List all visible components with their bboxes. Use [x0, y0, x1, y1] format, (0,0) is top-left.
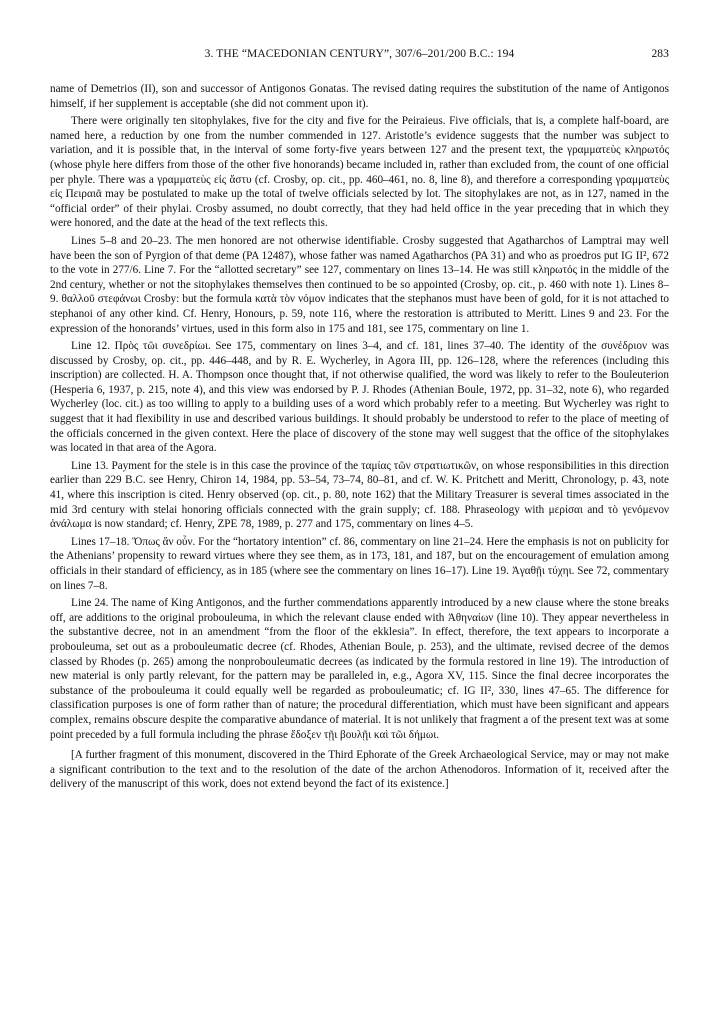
- paragraph-lines-5-8: Lines 5–8 and 20–23. The men honored are not otherwise identifiable. Crosby suggested that Agatharchos of Lamptrai may well have been the son of Pyrgion of that deme (PA 12487), whose father was named Agatharchos (PA 31) and who as proedros put IG II², 672 to the vote in 277/6. Line 7. For the “allotted secretary” see 127, commentary on lines 13–14. He was still κληρωτός in the middle of the 2nd century, whether or not the sitophylakes themselves then continued to be so appointed (Crosby, op. cit., p. 460 with note 1). Lines 8–9. θαλλοῦ στεφάνωι Crosby: but the formula κατὰ τὸν νόμον indicates that the stephanos must have been of gold, for it is not attached to stephanoi of any other kind. Cf. Henry, Honours, p. 59, note 116, where the restoration is attributed to Meritt. Lines 9 and 23. For the expression of the honorands’ virtues, used in this form also in 175 and 181, see 175, commentary on line 1.: [50, 234, 669, 335]
- running-head: [50, 48, 669, 66]
- paragraph-line-12: Line 12. Πρὸς τῶι συνεδρίωι. See 175, commentary on lines 3–4, and cf. 181, lines 37–40. The identity of the συνέδριον was discussed by Crosby, op. cit., pp. 446–448, and by R. E. Wycherley, in Agora III, pp. 126–128, where the references (including this inscription) are collected. H. A. Thompson once thought that, if not otherwise qualified, the word was likely to refer to the Bouleuterion (Hesperia 6, 1937, p. 215, note 4), and this view was endorsed by P. J. Rhodes (Athenian Boule, 1972, pp. 31–32, note 6), who regarded Wycherley (loc. cit.) as too willing to apply to a building uses of a word which probably refer to a meeting. But Wycherley was right to suggest that it had flexibility in use and described various buildings. It should probably be understood to refer to the place of meeting of the officials concerned in the given context. Here the place of discovery of the stone may well suggest that the office of the sitophylakes was located in that area of the Agora.: [50, 340, 669, 455]
- paragraph-lines-17-18: Lines 17–18. Ὅπως ἂν οὖν. For the “hortatory intention” cf. 86, commentary on line 21–24. Here the emphasis is not on publicity for the Athenians’ propensity to reward virtues where they see them, as in 173, 181, and 187, but on the encouragement of emulation among officials in their standard of efficiency, as in 185 (where see the commentary on lines 16–17). Line 19. Ἀγαθῇι τύχηι. See 72, commentary on lines 7–8.: [50, 535, 669, 592]
- page: [50, 48, 669, 795]
- paragraph-sitophylakes: There were originally ten sitophylakes, five for the city and five for the Peiraieus. Five officials, that is, a complete half-board, are named here, a reduction by one from the number commended in 127. Aristotle’s evidence suggests that the number was subject to variation, and it is possible that, in the interval of some forty-five years between 127 and the present text, the γραμματεὺς κληρωτός (whose phyle here differs from those of the other five honorands) became included in, rather than excluded from, the count of one official per phyle. There was a γραμματεὺς εἰς ἄστυ (cf. Crosby, op. cit., pp. 460–461, no. 8, line 8), and therefore a corresponding γραμματεὺς εἰς Πειραιᾶ may be postulated to make up the total of twelve officials selected by lot. The sitophylakes are not, as in 127, named in the “official order” of their phylai. Crosby assumed, no doubt correctly, that they had held office in the year preceding that in which they were honored, and the date at the head of the text reflects this.: [50, 115, 669, 230]
- paragraph-line-24: Line 24. The name of King Antigonos, and the further commendations apparently introduced by a new clause where the stone breaks off, are additions to the original probouleuma, in which the relevant clause ended with Ἀθηναίων (line 10). They appear nevertheless in the substantive decree, not in an amendment “from the floor of the ekklesia”. In effect, therefore, the text appears to incorporate a probouleuma, set out as a probouleumatic decree (cf. Rhodes, Athenian Boule, p. 253), and the ultimate, revised decree of the demos classed by Rhodes (p. 265) among the nonprobouleumatic decrees (as indicated by the formula restored in line 19). The introduction of new material is only partly relevant, for the pattern may be paralleled in, e.g., Agora XV, 115. Since the final decree incorporates the substance of the probouleuma it could equally well be regarded as probouleumatic; cf. IG II², 330, lines 47–65. The difference for classification purposes is one of form rather than of nature; the procedural differentiation, which must have been significant and appears complex, remains obscure despite the comparative abundance of material. It is not unlikely that fragment a of the present text was at some point preceded by a full formula including the phrase ἔδοξεν τῇι βουλῇι καὶ τῶι δήμωι.: [50, 597, 669, 741]
- paragraph-line-13: Line 13. Payment for the stele is in this case the province of the ταμίας τῶν στρατιωτικῶν, on whose responsibilities in this direction earlier than 229 B.C. see Henry, Chiron 14, 1984, pp. 53–54, 73–74, 80–81, and cf. W. K. Pritchett and Meritt, Chronology, p. 43, note 41, where this inscription is cited. Henry observed (op. cit., p. 80, note 162) that the Military Treasurer is several times associated in the mid 3rd century with stelai honoring officials connected with the grain supply; cf. 188. Phraseology with μερίσαι and τὸ γενόμενον ἀνάλωμα is now standard; cf. Henry, ZPE 78, 1989, p. 277 and 175, commentary on lines 4–5.: [50, 459, 669, 531]
- body-text: [50, 82, 669, 792]
- paragraph-continuation: name of Demetrios (II), son and successor of Antigonos Gonatas. The revised dating requires the substitution of the name of Antigonos himself, if her supplement is acceptable (she did not comment upon it).: [50, 83, 669, 110]
- running-title: 3. THE “MACEDONIAN CENTURY”, 307/6–201/200 B.C.: 194: [204, 48, 515, 60]
- page-number: 283: [651, 48, 669, 60]
- paragraph-further-fragment: [A further fragment of this monument, discovered in the Third Ephorate of the Greek Archaeological Service, may or may not make a significant contribution to the text and to the resolution of the date of the archon Athenodoros. Information of it, received after the delivery of the manuscript of this work, does not extend beyond the fact of its existence.]: [50, 749, 669, 791]
